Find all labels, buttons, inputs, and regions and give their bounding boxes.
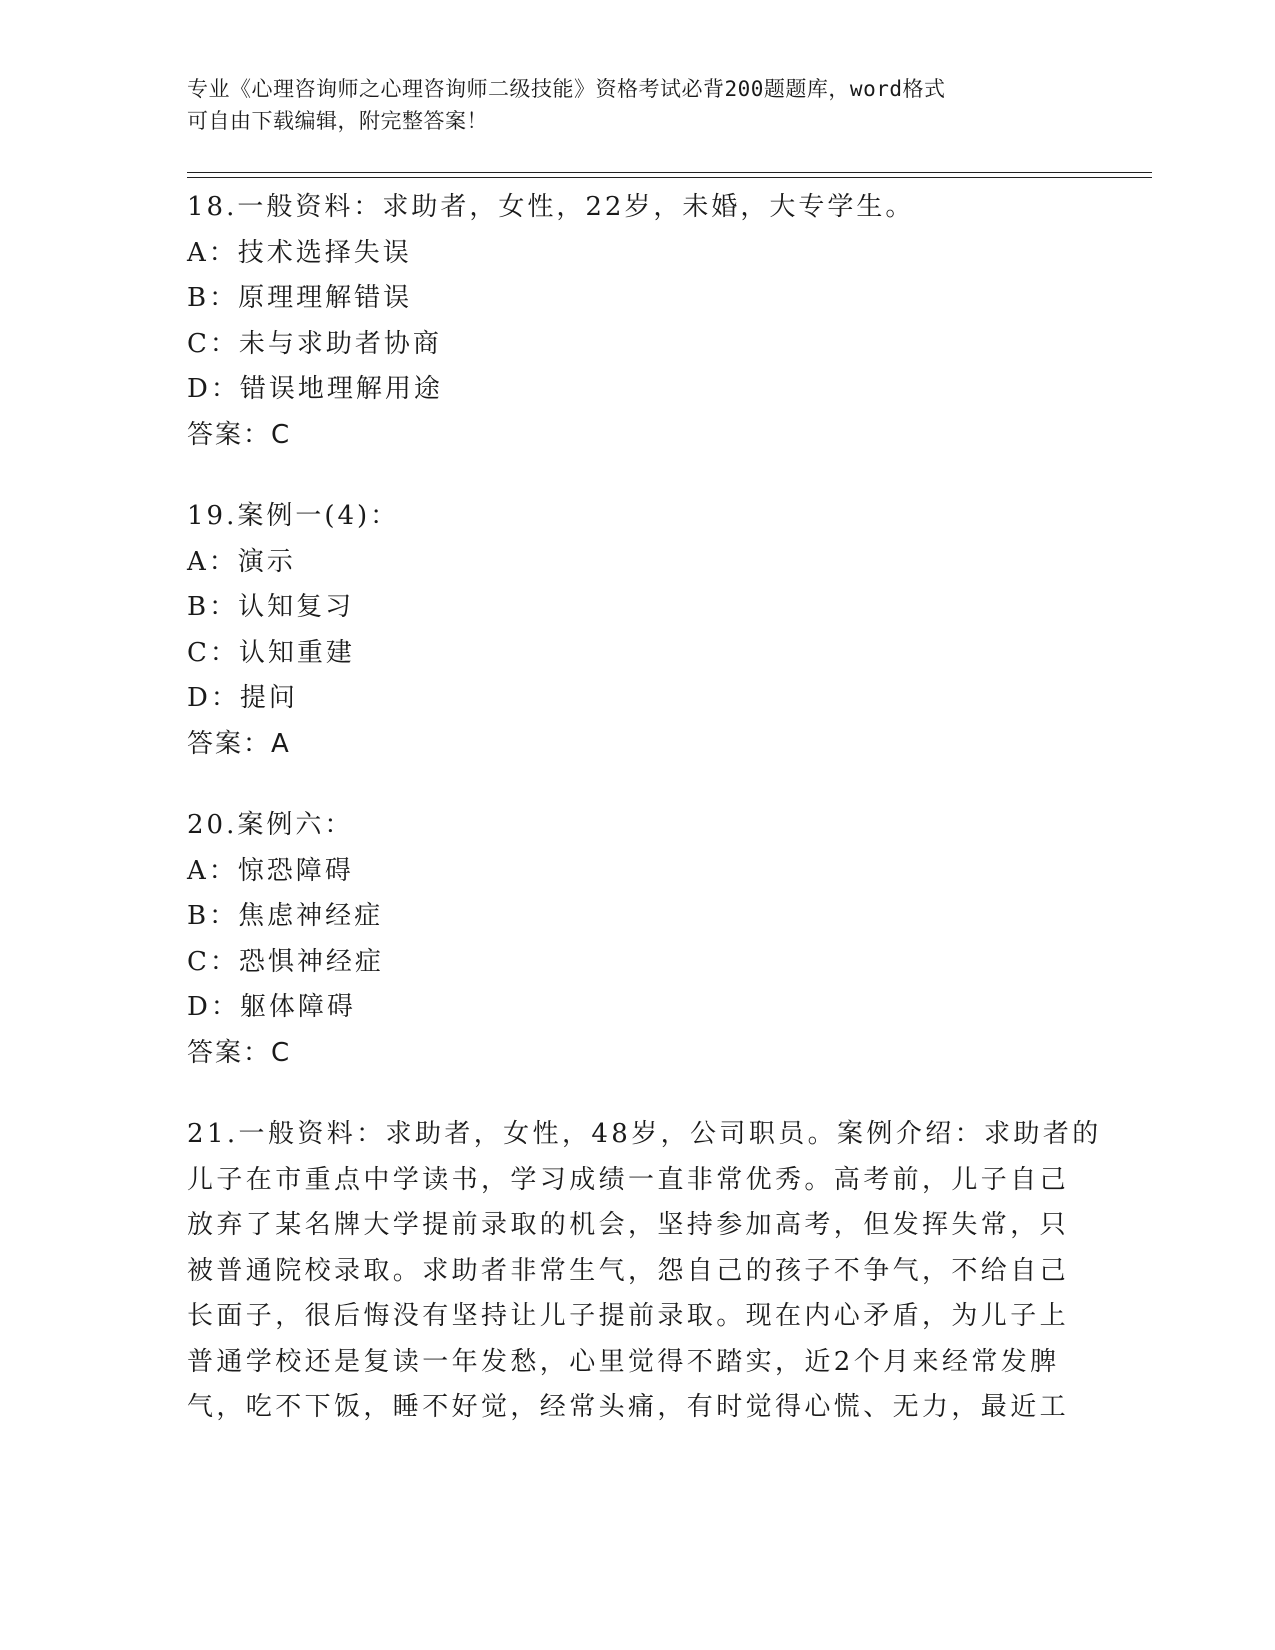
option-d: D：错误地理解用途 <box>187 374 443 404</box>
option-b: B：认知复习 <box>187 592 355 622</box>
option-b: B：原理理解错误 <box>187 283 413 313</box>
option-d: D：提问 <box>187 683 298 713</box>
question-stem: 19.案例一(4)： <box>187 501 400 531</box>
header-line-2: 可自由下载编辑，附完整答案！ <box>187 109 488 133</box>
header-line-1: 专业《心理咨询师之心理咨询师二级技能》资格考试必背200题题库，word格式 <box>187 77 946 101</box>
header-divider-top <box>187 172 1152 173</box>
option-a: A：惊恐障碍 <box>187 855 354 886</box>
paragraph-line: 被普通院校录取。求助者非常生气，怨自己的孩子不争气，不给自己 <box>187 1255 1070 1286</box>
option-a: A：技术选择失误 <box>187 237 412 268</box>
answer: 答案：C <box>187 1037 292 1068</box>
paragraph-line: 儿子在市重点中学读书，学习成绩一直非常优秀。高考前，儿子自己 <box>187 1164 1070 1195</box>
paragraph-line: 放弃了某名牌大学提前录取的机会，坚持参加高考，但发挥失常，只 <box>187 1210 1070 1240</box>
paragraph-line: 气，吃不下饭，睡不好觉，经常头痛，有时觉得心慌、无力，最近工 <box>187 1392 1070 1422</box>
header-divider-bottom <box>187 177 1152 178</box>
answer: 答案：C <box>187 419 292 450</box>
question-stem: 18.一般资料：求助者，女性，22岁，未婚，大专学生。 <box>187 192 915 222</box>
question-list <box>187 185 1102 1467</box>
option-c: C：未与求助者协商 <box>187 328 442 359</box>
question-19 <box>187 494 1087 767</box>
question-18 <box>187 185 1087 458</box>
paragraph-line: 普通学校还是复读一年发愁，心里觉得不踏实，近2个月来经常发脾 <box>187 1346 1060 1377</box>
option-a: A：演示 <box>187 546 296 577</box>
paragraph-line: 长面子，很后悔没有坚持让儿子提前录取。现在内心矛盾，为儿子上 <box>187 1301 1070 1331</box>
option-c: C：认知重建 <box>187 637 355 668</box>
option-d: D：躯体障碍 <box>187 992 356 1022</box>
document-header <box>187 73 1087 137</box>
option-c: C：恐惧神经症 <box>187 946 384 977</box>
question-20 <box>187 803 1087 1076</box>
paragraph-line: 21.一般资料：求助者，女性，48岁，公司职员。案例介绍：求助者的 <box>187 1119 1102 1149</box>
question-21 <box>187 1112 1102 1431</box>
option-b: B：焦虑神经症 <box>187 901 384 931</box>
answer: 答案：A <box>187 728 291 759</box>
question-stem: 20.案例六： <box>187 810 354 840</box>
